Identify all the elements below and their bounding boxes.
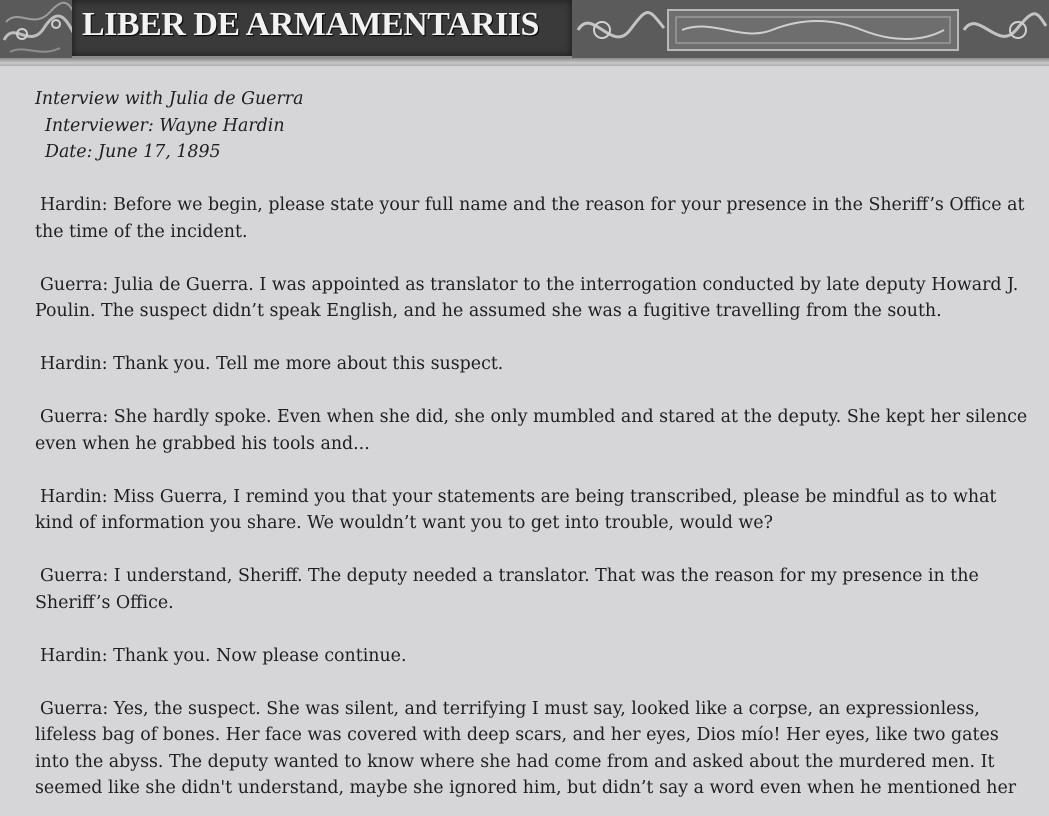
paragraph: Guerra: Julia de Guerra. I was appointed as translator to the interrogation conducted by late deputy Howard J. Poulin. The suspect didn’t speak English, and he assumed she was a fugitive travelling from the south. [35, 274, 1019, 321]
date-line: Date: June 17, 1895 [45, 142, 221, 162]
interviewer-line: Interviewer: Wayne Hardin [45, 115, 285, 136]
page-title: LIBER DE ARMAMENTARIIS [82, 6, 539, 43]
interview-transcript [35, 86, 1035, 802]
ornament-left-icon [0, 0, 78, 60]
paragraph: Hardin: Thank you. Tell me more about this suspect. [40, 354, 504, 374]
paragraph: Guerra: She hardly spoke. Even when she did, she only mumbled and stared at the deputy. She kept her silence even when he grabbed his tools and... [35, 407, 1028, 454]
banner-edge [0, 58, 1049, 66]
header-banner [0, 0, 1049, 66]
interview-heading: Interview with Julia de Guerra [35, 89, 304, 109]
paragraph: Guerra: I understand, Sheriff. The deputy needed a translator. That was the reason for my presence in the Sheriff’s Office. [35, 566, 979, 613]
paragraph: Guerra: Yes, the suspect. She was silent, and terrifying I must say, looked like a corpse, an expressionless, lifeless bag of bones. Her face was covered with deep scars, and her eyes, Dios mío! Her eyes, like two gates into the abyss. The deputy wanted to know where she had come from and asked about the murdered men. It seemed like she didn't understand, maybe she ignored him, but didn’t say a word even when he mentioned her [35, 698, 1017, 798]
paragraph: Hardin: Thank you. Now please continue. [40, 645, 407, 666]
paragraph: Hardin: Miss Guerra, I remind you that your statements are being transcribed, please be mindful as to what kind of information you share. We wouldn’t want you to get into trouble, would we? [35, 486, 997, 533]
ornament-right-icon [572, 0, 1049, 60]
paragraph: Hardin: Before we begin, please state your full name and the reason for your presence in the Sheriff’s Office at the time of the incident. [35, 195, 1025, 242]
